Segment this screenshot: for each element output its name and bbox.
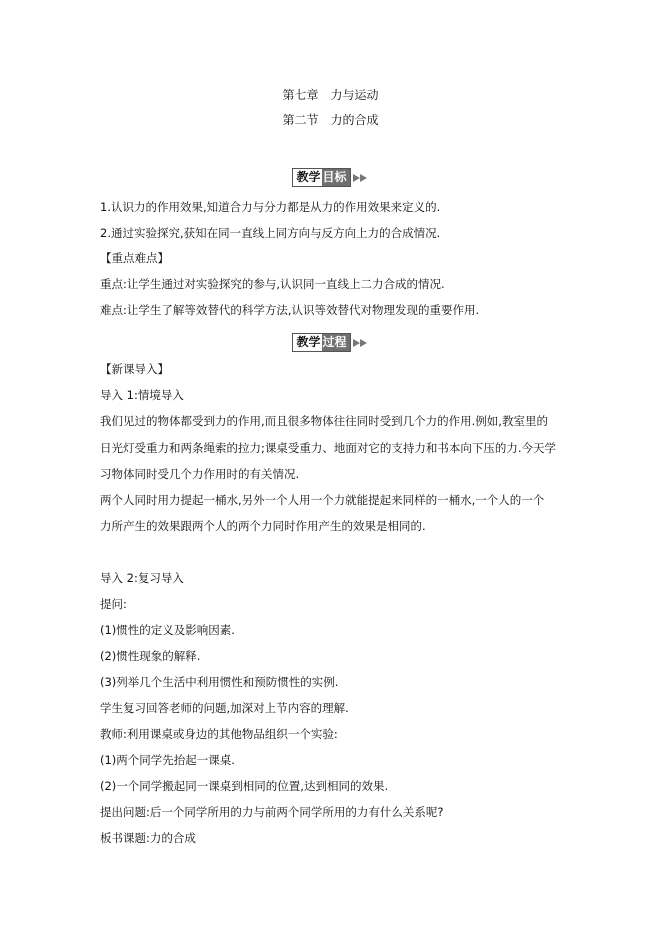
chapter-title: 第七章 力与运动 <box>282 88 379 102</box>
goals-banner <box>0 166 661 186</box>
intro2-line: 学生复习回答老师的问题,加深对上节内容的理解. <box>100 701 349 715</box>
section-title: 第二节 力的合成 <box>282 113 379 127</box>
intro2-line: 板书课题:力的合成 <box>100 831 196 845</box>
process-banner-part-b: 过程 <box>322 334 350 351</box>
double-arrow-icon <box>353 339 369 347</box>
intro1-line: 力所产生的效果跟两个人的两个力同时作用产生的效果是相同的. <box>100 519 426 533</box>
intro2-line: (1)惯性的定义及影响因素. <box>100 623 235 637</box>
intro2-line: (1)两个同学先抬起一课桌. <box>100 753 235 767</box>
intro2-line: 提出问题:后一个同学所用的力与前两个同学所用的力有什么关系呢? <box>100 805 444 819</box>
difficulty-point: 难点:让学生了解等效替代的科学方法,认识等效替代对物理发现的重要作用. <box>100 303 480 317</box>
intro2-line: (2)惯性现象的解释. <box>100 649 201 663</box>
intro1-line: 习物体同时受几个力作用时的有关情况. <box>100 467 300 481</box>
goals-banner-part-b: 目标 <box>322 169 350 186</box>
new-lesson-heading: 【新课导入】 <box>100 362 169 376</box>
goal-item: 1.认识力的作用效果,知道合力与分力都是从力的作用效果来定义的. <box>100 200 441 214</box>
goals-banner-part-a: 教学 <box>293 169 321 186</box>
intro1-line: 两个人同时用力提起一桶水,另外一个人用一个力就能提起来同样的一桶水,一个人的一个 <box>100 493 545 507</box>
intro1-title: 导入 1:情境导入 <box>100 388 184 402</box>
goal-item: 2.通过实验探究,获知在同一直线上同方向与反方向上力的合成情况. <box>100 226 441 240</box>
intro2-title: 导入 2:复习导入 <box>100 571 184 585</box>
process-banner <box>0 331 661 351</box>
key-points-heading: 【重点难点】 <box>100 251 169 265</box>
intro2-line: (3)列举几个生活中利用惯性和预防惯性的实例. <box>100 675 339 689</box>
intro2-line: 教师:利用课桌或身边的其他物品组织一个实验: <box>100 727 338 741</box>
double-arrow-icon <box>353 174 369 182</box>
intro2-line: (2)一个同学搬起同一课桌到相同的位置,达到相同的效果. <box>100 779 389 793</box>
intro1-line: 日光灯受重力和两条绳索的拉力;课桌受重力、地面对它的支持力和书本向下压的力.今天学 <box>100 441 557 455</box>
intro1-line: 我们见过的物体都受到力的作用,而且很多物体往往同时受到几个力的作用.例如,教室里的 <box>100 414 548 428</box>
intro2-line: 提问: <box>100 597 127 611</box>
key-point: 重点:让学生通过对实验探究的参与,认识同一直线上二力合成的情况. <box>100 277 445 291</box>
process-banner-part-a: 教学 <box>293 334 321 351</box>
